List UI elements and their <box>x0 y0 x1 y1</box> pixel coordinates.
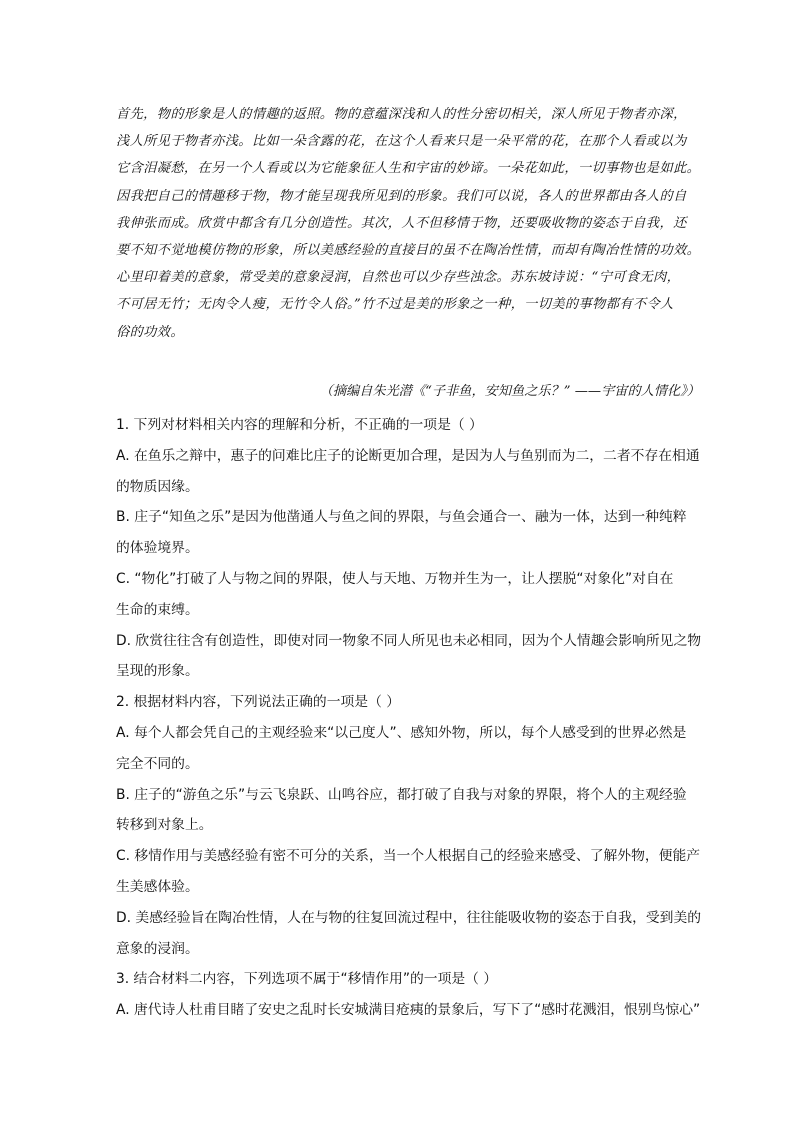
question-3-stem: 3. 结合材料二内容，下列选项不属于“移情作用”的一项是（ ） <box>116 971 498 988</box>
passage-citation: （摘编自朱光潜《“子非鱼，安知鱼之乐？” ——宇宙的人情化》） <box>319 384 700 399</box>
question-1-option-d-cont: 呈现的形象。 <box>116 663 199 680</box>
question-1-option-c: C. “物化”打破了人与物之间的界限，使人与天地、万物并生为一，让人摆脱“对象化”对自在 <box>116 570 674 587</box>
passage-line: 不可居无竹；无肉令人瘦，无竹令人俗。”竹不过是美的形象之一种，一切美的事物都有不令人 <box>116 297 674 313</box>
passage-line: 它含泪凝愁，在另一个人看或以为它能象征人生和宇宙的妙谛。一朵花如此，一切事物也是如此。 <box>116 161 701 177</box>
question-3-option-a: A. 唐代诗人杜甫目睹了安史之乱时长安城满目疮痍的景象后，写下了“感时花溅泪，恨别鸟惊心” <box>116 1002 701 1019</box>
question-2-option-a: A. 每个人都会凭自己的主观经验来“以己度人”、感知外物，所以，每个人感受到的世界必然是 <box>116 724 687 741</box>
question-2-option-b: B. 庄子的“游鱼之乐”与云飞泉跃、山鸣谷应，都打破了自我与对象的界限，将个人的主观经验 <box>116 786 687 803</box>
question-2-option-b-cont: 转移到对象上。 <box>116 817 213 834</box>
question-1-stem: 1. 下列对材料相关内容的理解和分析，不正确的一项是（ ） <box>116 417 483 433</box>
passage-line: 首先，物的形象是人的情趣的返照。物的意蕴深浅和人的性分密切相关，深人所见于物者亦深， <box>116 107 687 122</box>
passage-line: 俗的功效。 <box>116 324 184 340</box>
question-2-stem: 2. 根据材料内容，下列说法正确的一项是（ ） <box>116 694 401 711</box>
question-1-option-d: D. 欣赏往往含有创造性，即使对同一物象不同人所见也未必相同，因为个人情趣会影响所见之物 <box>116 632 702 649</box>
question-1-option-c-cont: 生命的束缚。 <box>116 601 199 618</box>
question-2-option-a-cont: 完全不同的。 <box>116 755 199 772</box>
question-1-option-a: A. 在鱼乐之辩中，惠子的问难比庄子的论断更加合理，是因为人与鱼别而为二，二者不存在相通 <box>116 447 700 464</box>
question-2-option-d-cont: 意象的浸润。 <box>116 940 199 957</box>
questions <box>116 410 704 1026</box>
passage-line: 要不知不觉地模仿物的形象，所以美感经验的直接目的虽不在陶冶性情，而却有陶冶性情的功效。 <box>116 242 701 258</box>
passage-line: 我伸张而成。欣赏中都含有几分创造性。其次，人不但移情于物，还要吸收物的姿态于自我，还 <box>116 215 687 231</box>
passage-line: 因我把自己的情趣移于物，物才能呈现我所见到的形象。我们可以说，各人的世界都由各人的自 <box>116 188 687 204</box>
question-1-option-b: B. 庄子“知鱼之乐”是因为他凿通人与鱼之间的界限，与鱼会通合一、融为一体，达到一种纯粹 <box>116 509 687 526</box>
question-1-option-b-cont: 的体验境界。 <box>116 540 199 557</box>
question-2-option-d: D. 美感经验旨在陶冶性情，人在与物的往复回流过程中，往往能吸收物的姿态于自我，受到美的 <box>116 909 702 926</box>
question-1-option-a-cont: 的物质因缘。 <box>116 478 199 495</box>
passage <box>116 101 700 346</box>
passage-line: 心里印着美的意象，常受美的意象浸润，自然也可以少存些浊念。苏东坡诗说：“宁可食无肉， <box>116 270 681 286</box>
question-2-option-c-cont: 生美感体验。 <box>116 878 199 895</box>
passage-line: 浅人所见于物者亦浅。比如一朵含露的花，在这个人看来只是一朵平常的花，在那个人看或以为 <box>116 134 687 150</box>
question-2-option-c: C. 移情作用与美感经验有密不可分的关系，当一个人根据自己的经验来感受、了解外物，便能产 <box>116 848 701 865</box>
